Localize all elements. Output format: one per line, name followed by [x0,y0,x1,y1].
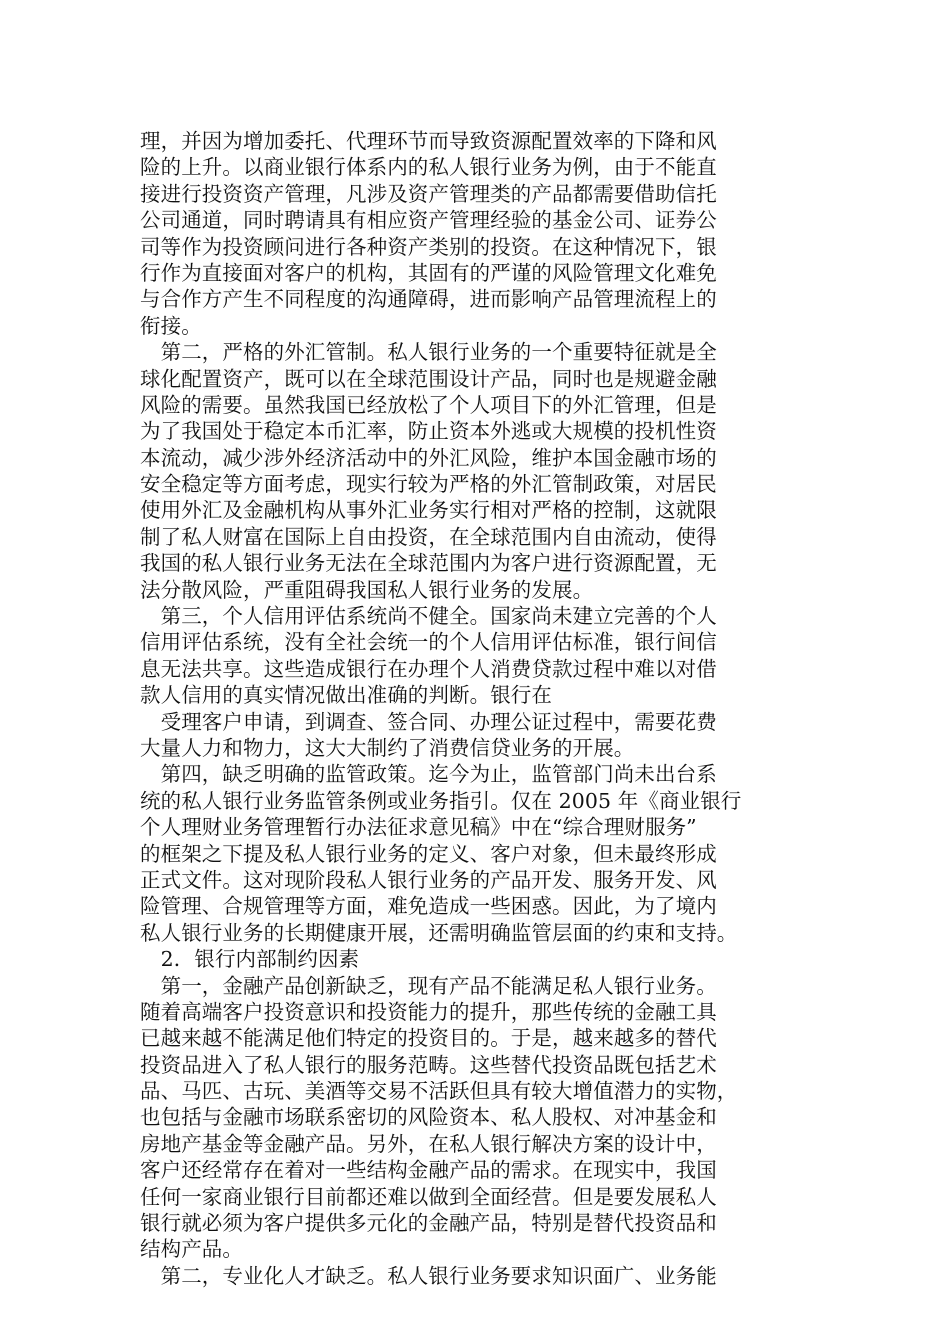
text-line: 风险的需要。虽然我国已经放松了个人项目下的外汇管理，但是 [140,392,717,417]
text-line: 公司通道，同时聘请具有相应资产管理经验的基金公司、证券公 [140,208,717,233]
text-line: 信用评估系统，没有全社会统一的个人信用评估标准，银行间信 [140,630,717,655]
text-line: 司等作为投资顾问进行各种资产类别的投资。在这种情况下，银 [140,234,717,259]
text-line: 接进行投资资产管理，凡涉及资产管理类的产品都需要借助信托 [140,181,717,206]
text-line: 房地产基金等金融产品。另外，在私人银行解决方案的设计中， [140,1131,717,1156]
section-heading: 2．银行内部制约因素 [140,947,360,972]
text-line: 安全稳定等方面考虑，现实行较为严格的外汇管制政策，对居民 [140,472,717,497]
text-line: 款人信用的真实情况做出准确的判断。银行在 [140,683,552,708]
text-line: 第四，缺乏明确的监管政策。迄今为止，监管部门尚未出台系 [140,762,717,787]
text-line: 品、马匹、古玩、美酒等交易不活跃但具有较大增值潜力的实物， [140,1079,738,1104]
text-line: 第二，专业化人才缺乏。私人银行业务要求知识面广、业务能 [140,1263,717,1288]
text-line: 球化配置资产，既可以在全球范围设计产品，同时也是规避金融 [140,366,717,391]
text-line: 第一，金融产品创新缺乏，现有产品不能满足私人银行业务。 [140,973,717,998]
text-line: 统的私人银行业务监管条例或业务指引。仅在 2005 年《商业银行 [140,788,742,813]
text-line: 为了我国处于稳定本币汇率，防止资本外逃或大规模的投机性资 [140,419,717,444]
text-line: 理，并因为增加委托、代理环节而导致资源配置效率的下降和风 [140,129,717,153]
text-line: 个人理财业务管理暂行办法征求意见稿》中在“综合理财服务” [140,815,697,840]
text-line: 息无法共享。这些造成银行在办理个人消费贷款过程中难以对借 [140,656,717,681]
text-line: 任何一家商业银行目前都还难以做到全面经营。但是要发展私人 [140,1184,717,1209]
text-line: 投资品进入了私人银行的服务范畴。这些替代投资品既包括艺术 [140,1052,717,1077]
text-line: 随着高端客户投资意识和投资能力的提升，那些传统的金融工具 [140,999,717,1024]
text-line: 银行就必须为客户提供多元化的金融产品，特别是替代投资品和 [140,1211,717,1236]
text-line: 的框架之下提及私人银行业务的定义、客户对象，但未最终形成 [140,841,717,866]
text-line: 本流动，减少涉外经济活动中的外汇风险，维护本国金融市场的 [140,445,717,470]
text-line: 私人银行业务的长期健康开展，还需明确监管层面的约束和支持。 [140,920,738,945]
text-line: 行作为直接面对客户的机构，其固有的严谨的风险管理文化难免 [140,260,717,285]
text-line: 已越来越不能满足他们特定的投资目的。于是，越来越多的替代 [140,1026,717,1051]
text-line: 第二，严格的外汇管制。私人银行业务的一个重要特征就是全 [140,340,717,365]
document-body [140,128,790,1289]
text-line: 与合作方产生不同程度的沟通障碍，进而影响产品管理流程上的 [140,287,717,312]
text-line: 险的上升。以商业银行体系内的私人银行业务为例，由于不能直 [140,155,717,180]
text-line: 正式文件。这对现阶段私人银行业务的产品开发、服务开发、风 [140,867,717,892]
text-line: 也包括与金融市场联系密切的风险资本、私人股权、对冲基金和 [140,1105,717,1130]
text-line: 第三，个人信用评估系统尚不健全。国家尚未建立完善的个人 [140,604,717,629]
text-line: 客户还经常存在着对一些结构金融产品的需求。在现实中，我国 [140,1158,717,1183]
text-line: 我国的私人银行业务无法在全球范围内为客户进行资源配置，无 [140,551,717,576]
text-line: 险管理、合规管理等方面，难免造成一些困惑。因此，为了境内 [140,894,717,919]
text-line: 法分散风险，严重阻碍我国私人银行业务的发展。 [140,577,594,602]
text-line: 受理客户申请，到调查、签合同、办理公证过程中，需要花费 [140,709,717,734]
text-line: 大量人力和物力，这大大制约了消费信贷业务的开展。 [140,735,635,760]
text-line: 使用外汇及金融机构从事外汇业务实行相对严格的控制，这就限 [140,498,717,523]
text-line: 结构产品。 [140,1237,243,1262]
text-line: 制了私人财富在国际上自由投资，在全球范围内自由流动，使得 [140,524,717,549]
text-line: 衔接。 [140,313,202,338]
